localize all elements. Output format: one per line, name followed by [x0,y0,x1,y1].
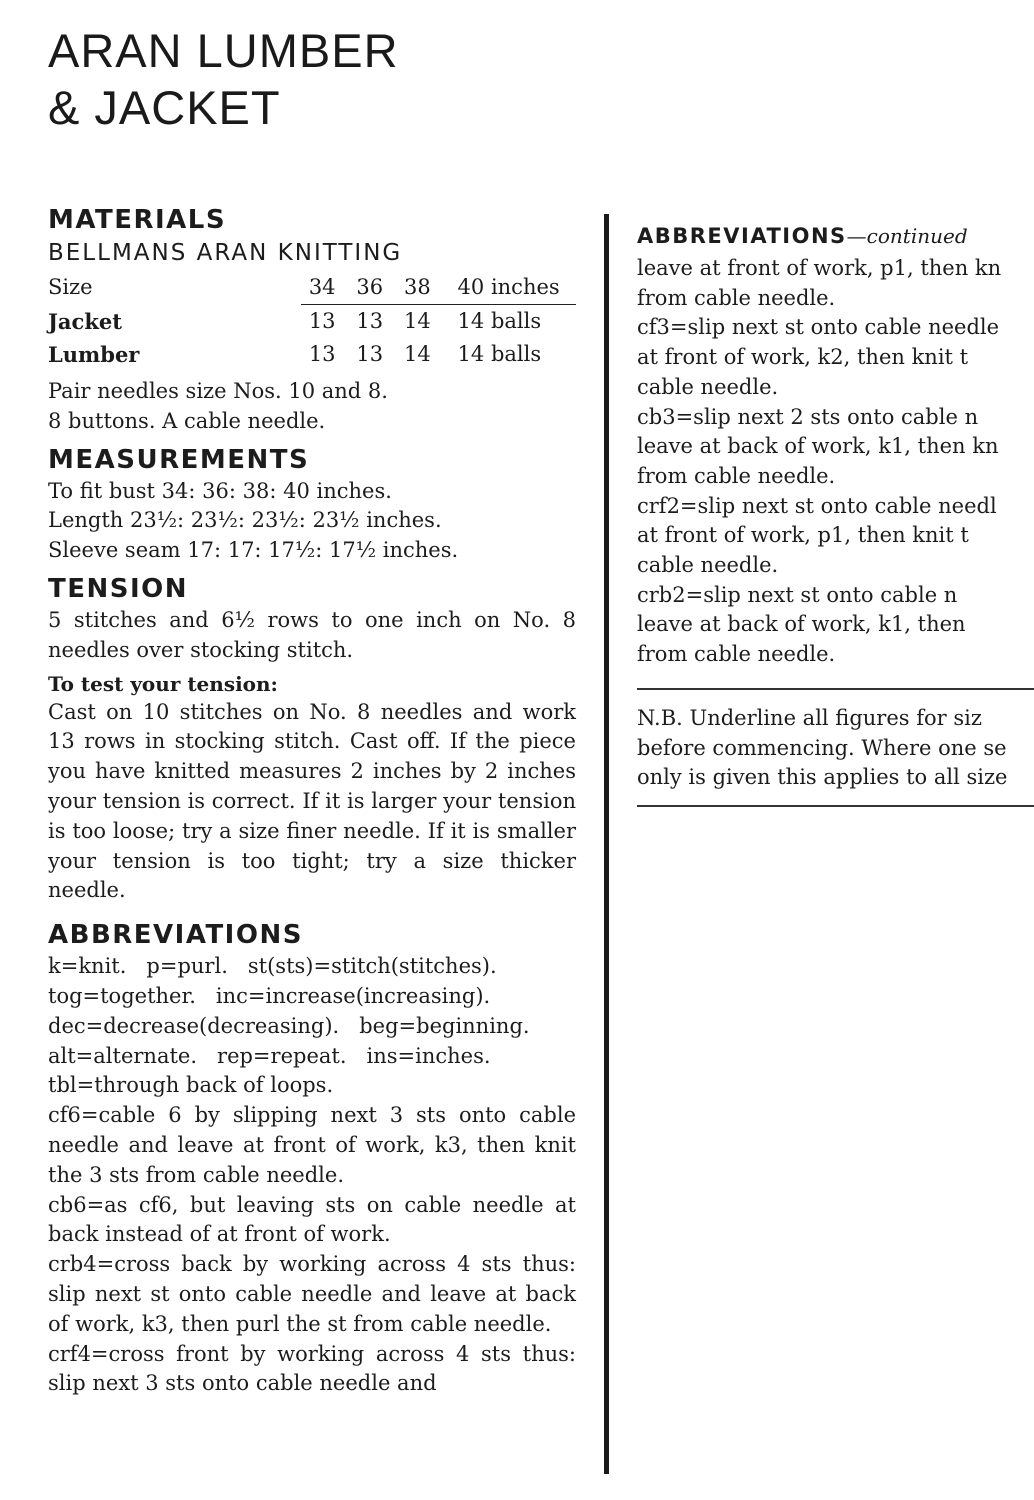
abbreviation-entry: crb4=cross back by working across 4 sts thus: slip next st onto cable needle and leave at back of work, k3, then purl the st from cable needle. [48,1252,576,1336]
continued-line: from cable needle. [637,642,836,667]
table-cell: 38 [396,271,444,305]
column-divider [604,214,609,1474]
abbreviations-body [48,952,576,1399]
measurement-line: Sleeve seam 17: 17: 17½: 17½ inches. [48,538,459,563]
abbreviation-entry: cf6=cable 6 by slipping next 3 sts onto cable needle and leave at front of work, k3, then knit the 3 sts from cable needle. [48,1103,576,1187]
measurement-line: Length 23½: 23½: 23½: 23½ inches. [48,508,442,533]
table-cell: Jacket [48,308,122,334]
right-column [637,222,1034,807]
note-rule-top [637,688,1034,690]
page-title [48,22,399,136]
continued-line: crb2=slip next st onto cable n [637,582,958,607]
continued-line: leave at back of work, k1, then [637,612,966,637]
materials-heading: MATERIALS [48,205,227,235]
table-header-row [48,271,576,305]
continued-line: leave at back of work, k1, then kn [637,434,999,459]
abbreviation-entry: cb6=as cf6, but leaving sts on cable needle at back instead of at front of work. [48,1192,576,1247]
abbreviations-heading: ABBREVIATIONS [48,920,303,951]
note-body [637,704,1034,793]
note-rule-bottom [637,805,1034,807]
measurements-heading: MEASUREMENTS [48,444,310,475]
title-line-2: & JACKET [48,81,281,134]
table-cell: 13 [356,342,384,366]
measurement-line: To fit bust 34: 36: 38: 40 inches. [48,478,392,503]
abbreviations-continued-heading [637,222,1034,250]
table-cell: 14 [403,309,431,333]
abbreviations-continued-title: ABBREVIATIONS [637,224,847,248]
table-cell: 34 [301,271,349,305]
yarn-name: BELLMANS ARAN KNITTING [48,240,403,266]
continued-line: cb3=slip next 2 sts onto cable n [637,404,979,429]
table-cell: 13 [308,309,336,333]
continued-line: cable needle. [637,553,779,578]
materials-table [48,271,576,371]
continued-line: from cable needle. [637,463,836,488]
table-cell: 14 balls [457,342,542,366]
continued-line: from cable needle. [637,285,836,310]
table-row [48,338,576,371]
abbreviation-entry: crf4=cross front by working across 4 sts thus: slip next 3 sts onto cable needle and [48,1341,576,1396]
continued-line: leave at front of work, p1, then kn [637,256,1002,280]
continued-line: crf2=slip next st onto cable needl [637,493,997,518]
table-row [48,305,576,339]
tension-heading: TENSION [48,573,189,604]
materials-note: Pair needles size Nos. 10 and 8. [48,379,388,403]
continued-label: —continued [846,224,968,248]
table-cell: Lumber [48,342,140,367]
note-line: before commencing. Where one se [637,735,1007,760]
continued-line: at front of work, k2, then knit t [637,345,969,370]
table-cell: 14 [403,342,431,366]
abbreviations-continued-body [637,254,1034,670]
table-cell: 13 [356,309,384,333]
table-cell: 13 [308,342,336,366]
abbreviation-line: tbl=through back of loops. [48,1073,334,1098]
continued-line: cf3=slip next st onto cable needle [637,315,1000,340]
continued-line: cable needle. [637,374,779,399]
materials-note: 8 buttons. A cable needle. [48,408,326,433]
note-line: only is given this applies to all size [637,765,1008,790]
materials-notes [48,377,576,437]
tension-intro: 5 stitches and 6½ rows to one inch on No. 8 needles over stocking stitch. [48,607,576,662]
table-cell: 14 balls [457,309,542,333]
abbreviation-line: k=knit. p=purl. st(sts)=stitch(stitches). [48,954,497,979]
abbreviation-line: dec=decrease(decreasing). beg=beginning. [48,1013,530,1038]
table-cell: 40 inches [444,271,576,305]
table-cell: 36 [348,271,396,305]
measurements-body [48,477,576,566]
abbreviation-line: tog=together. inc=increase(increasing). [48,983,491,1008]
tension-test-text: Cast on 10 stitches on No. 8 needles and work 13 rows in stocking stitch. Cast off. If the piece you have knitted measures 2 inches by 2 inches your tension is correct. If it is larger your tension is too loose; try a size finer needle. If it is smaller your tension is too tight; try a size thicker needle. [48,699,576,903]
note-line: N.B. Underline all figures for siz [637,705,982,730]
table-cell: Size [48,275,93,300]
continued-line: at front of work, p1, then knit t [637,523,969,548]
left-column [48,203,576,1399]
title-line-1: ARAN LUMBER [48,24,399,77]
tension-test-heading: To test your tension: [48,671,278,696]
abbreviation-line: alt=alternate. rep=repeat. ins=inches. [48,1043,491,1068]
